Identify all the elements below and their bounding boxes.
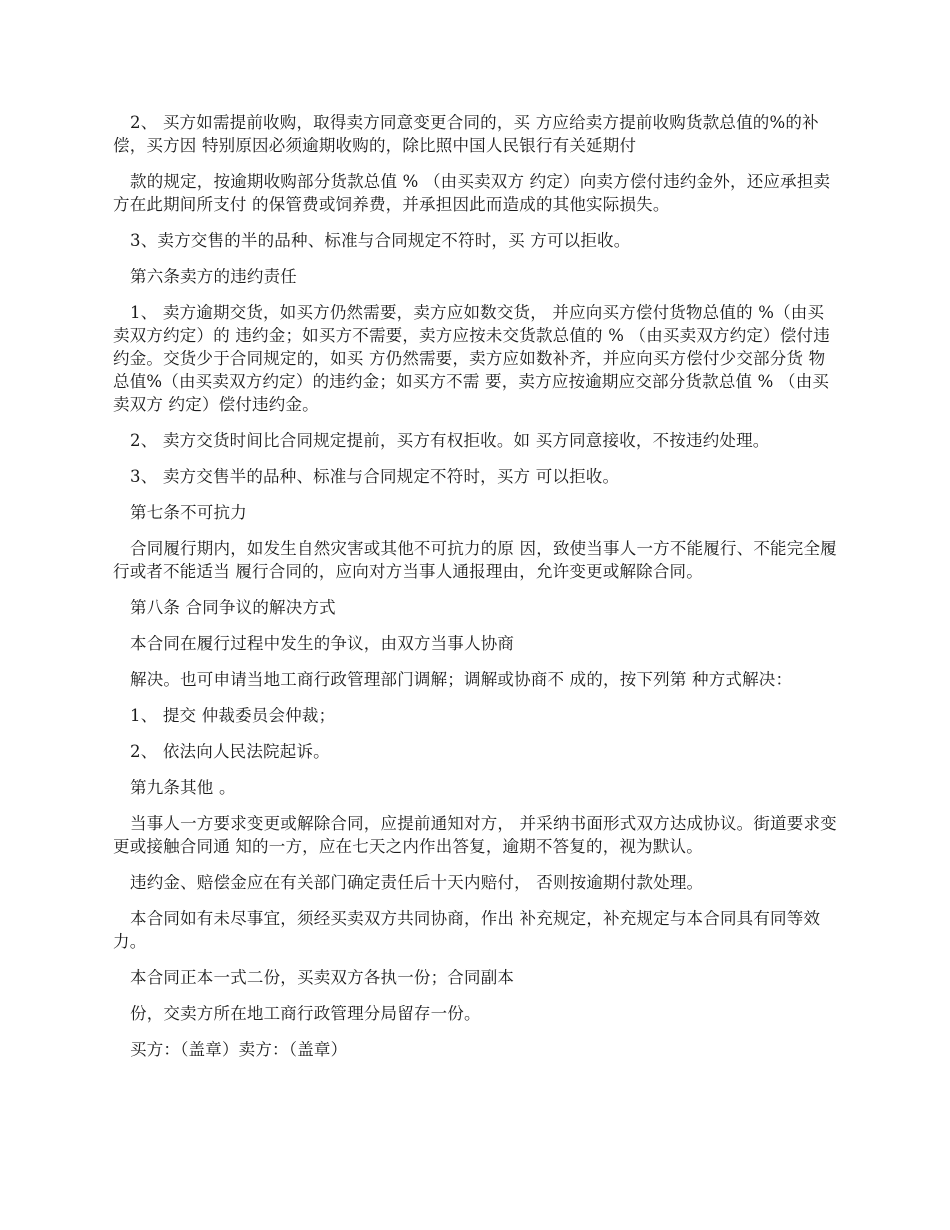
section-heading-force-majeure: 第七条不可抗力 [130,503,247,522]
paragraph-contract-change: 当事人一方要求变更或解除合同，应提前通知对方， 并采纳书面形式双方达成协议。街道要求变更或接触合同通 知的一方，应在七天之内作出答复，逾期不答复的，视为默认。 [113,814,837,856]
list-item-arbitration: 1、 提交 仲裁委员会仲裁； [130,706,336,725]
paragraph-prepayment-clause: 2、 买方如需提前收购，取得卖方同意变更合同的，买 方应给卖方提前收购货款总值的%的补偿，买方因 特别原因必须逾期收购的，除比照中国人民银行有关延期付 [113,113,819,155]
paragraph-force-majeure: 合同履行期内，如发生自然灾害或其他不可抗力的原 因，致使当事人一方不能履行、不能完全履行或者不能适当 履行合同的，应向对方当事人通报理由，允许变更或解除合同。 [113,539,837,581]
paragraph-copies-filing: 份，交卖方所在地工商行政管理分局留存一份。 [130,1004,481,1023]
paragraph-early-delivery-clause: 2、 卖方交货时间比合同规定提前，买方有权拒收。如 买方同意接收，不按违约处理。 [130,431,770,450]
list-item-litigation: 2、 依法向人民法院起诉。 [130,742,330,761]
paragraph-dispute-negotiation: 本合同在履行过程中发生的争议，由双方当事人协商 [130,634,515,653]
paragraph-copies: 本合同正本一式二份，买卖双方各执一份；合同副本 [130,968,515,987]
paragraph-late-payment-clause: 款的规定，按逾期收购部分货款总值 % （由买卖双方 约定）向卖方偿付违约金外，还应承担卖方在此期间所支付 的保管费或饲养费，并承担因此而造成的其他实际损失。 [113,172,831,214]
section-heading-dispute-resolution: 第八条 合同争议的解决方式 [130,598,336,617]
paragraph-buyer-reject-clause: 3、卖方交售的半的品种、标准与合同规定不符时，买 方可以拒收。 [130,231,631,250]
paragraph-penalty-payment: 违约金、赔偿金应在有关部门确定责任后十天内赔付， 否则按逾期付款处理。 [130,873,704,892]
signature-line: 买方：（盖章）卖方：（盖章） [130,1040,348,1059]
section-heading-other: 第九条其他 。 [130,778,236,797]
paragraph-late-delivery-clause: 1、 卖方逾期交货，如买方仍然需要，卖方应如数交货， 并应向买方偿付货物总值的 %（由买卖双方约定）的 违约金；如买方不需要，卖方应按未交货款总值的 % （由买卖双方约定）偿付违约金。交货少于合同规定的，如买 方仍然需要，卖方应如数补齐，并应向买方偿付少交部分货 物总值%（由买卖双方约定）的违约金；如买方不需 要，卖方应按逾期应交部分货款总值 % （由买卖双方 约定）偿付违约金。 [113,303,830,414]
paragraph-dispute-mediation: 解决。也可申请当地工商行政管理部门调解；调解或协商不 成的，按下列第 种方式解决： [130,670,793,689]
paragraph-supplementary-terms: 本合同如有未尽事宜，须经买卖双方共同协商，作出 补充规定，补充规定与本合同具有同等效力。 [113,909,821,951]
section-heading-seller-liability: 第六条卖方的违约责任 [130,267,297,286]
paragraph-nonconforming-goods-clause: 3、 卖方交售半的品种、标准与合同规定不符时，买方 可以拒收。 [130,467,620,486]
